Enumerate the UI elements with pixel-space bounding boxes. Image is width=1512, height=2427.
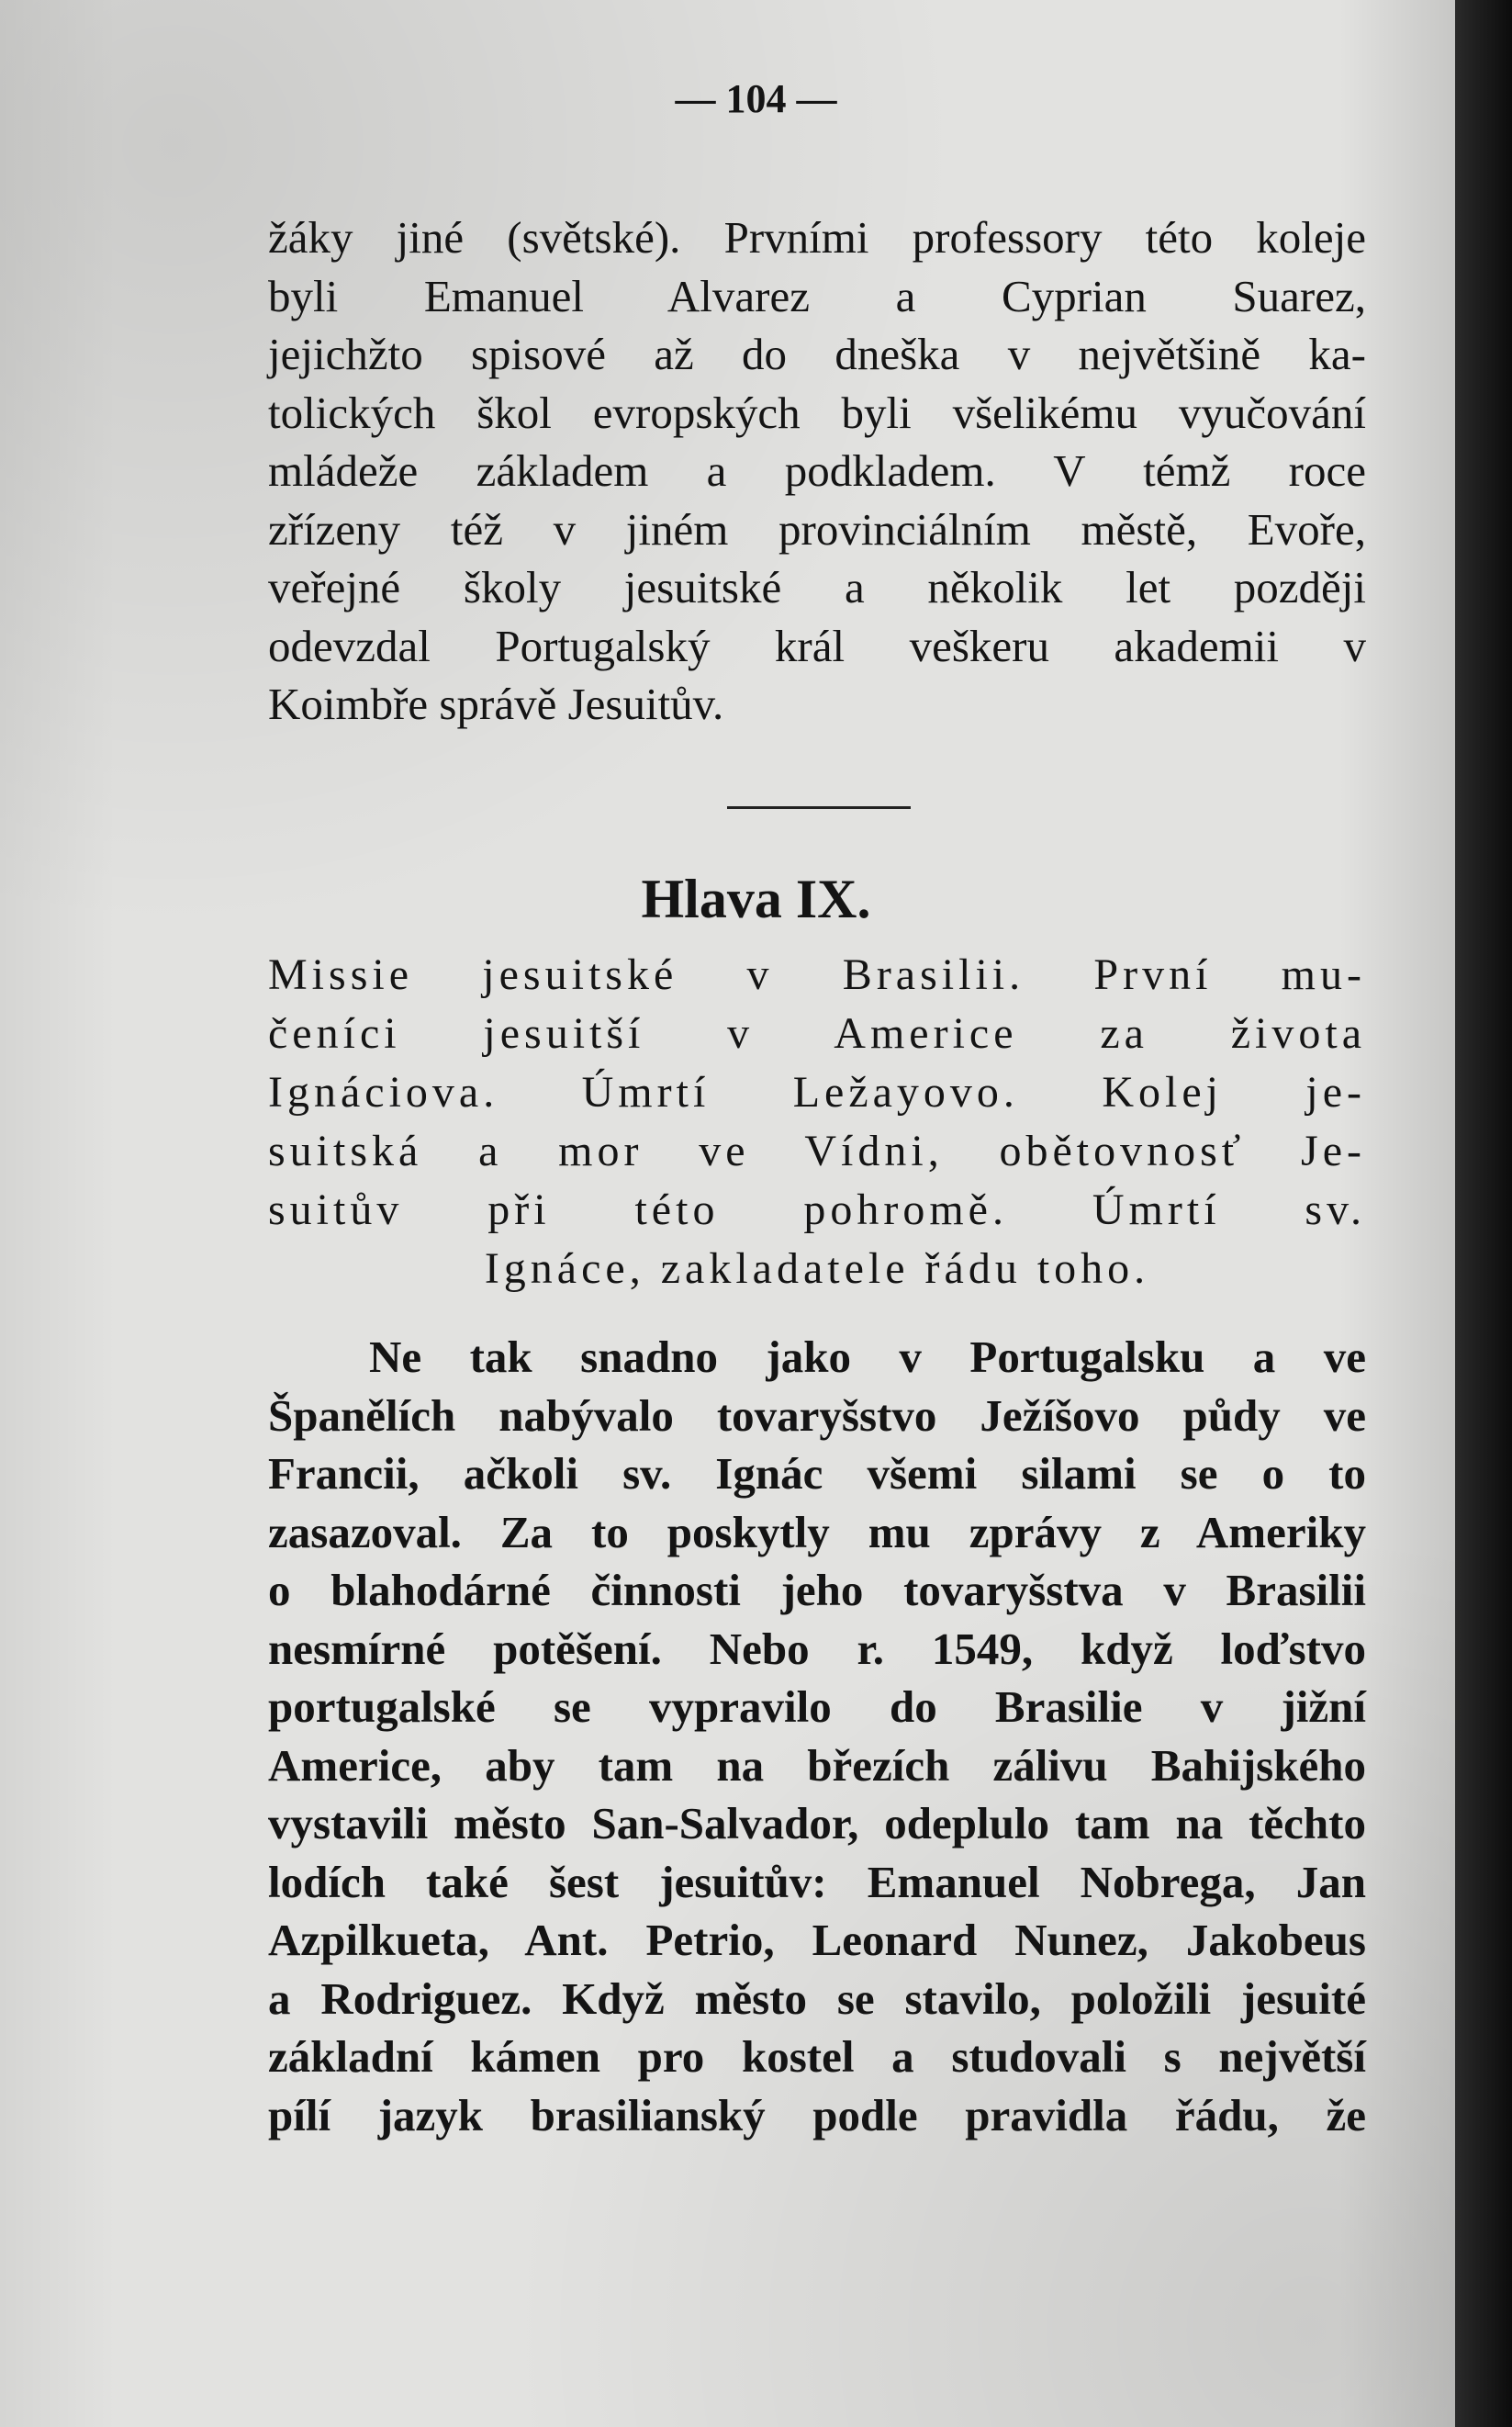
text-line: Španělích nabývalo tovaryšstvo Ježíšovo půdy ve: [268, 1389, 1366, 1441]
text-line: a Rodriguez. Když město se stavilo, položili jesuité: [268, 1972, 1366, 2024]
text-line: zřízeny též v jiném provinciálním městě, Evoře,: [268, 503, 1366, 555]
summary-line: čeníci jesuitší v Americe za života: [268, 1009, 1366, 1058]
section-divider: [727, 806, 911, 809]
text-line: Francii, ačkoli sv. Ignác všemi silami se o to: [268, 1448, 1366, 1499]
text-line: základní kámen pro kostel a studovali s největší: [268, 2031, 1366, 2082]
text-line: Koimbře správě Jesuitův.: [268, 679, 724, 729]
text-line: žáky jiné (světské). Prvními professory této koleje: [268, 212, 1366, 263]
text-line: jejichžto spisové až do dneška v největšině ka-: [268, 329, 1366, 379]
text-line: vystavili město San-Salvador, odeplulo tam na těchto: [268, 1798, 1366, 1848]
text-line: lodích také šest jesuitův: Emanuel Nobrega, Jan: [268, 1856, 1366, 1907]
paragraph-1: [268, 208, 1366, 734]
summary-line: suitská a mor ve Vídni, obětovnosť Je-: [268, 1127, 1366, 1175]
text-line: nesmírné potěšení. Nebo r. 1549, když loďstvo: [268, 1623, 1366, 1674]
summary-line: suitův při této pohromě. Úmrtí sv.: [268, 1185, 1366, 1234]
paragraph-2: [268, 1328, 1366, 2144]
summary-line: Ignáciova. Úmrtí Ležayovo. Kolej je-: [268, 1068, 1366, 1117]
text-line: Americe, aby tam na březích zálivu Bahijského: [268, 1739, 1366, 1791]
summary-line: Ignáce, zakladatele řádu toho.: [484, 1244, 1150, 1293]
text-line: tolických škol evropských byli všelikému vyučování: [268, 387, 1366, 438]
text-line: mládeže základem a podkladem. V témž roce: [268, 445, 1366, 496]
summary-line: Missie jesuitské v Brasilii. První mu-: [268, 950, 1366, 999]
text-line: zasazoval. Za to poskytly mu zprávy z Ameriky: [268, 1506, 1366, 1557]
chapter-title: Hlava IX.: [641, 869, 871, 929]
chapter-summary: [268, 946, 1366, 1298]
text-line: pílí jazyk brasilianský podle pravidla řádu, že: [268, 2089, 1366, 2140]
text-line: Azpilkueta, Ant. Petrio, Leonard Nunez, Jakobeus: [268, 1915, 1366, 1965]
text-line: veřejné školy jesuitské a několik let později: [268, 562, 1366, 612]
text-line: o blahodárné činnosti jeho tovaryšstva v Brasilii: [268, 1565, 1366, 1615]
text-line: odevzdal Portugalský král veškeru akademii v: [268, 620, 1366, 671]
book-spine-edge: [1455, 0, 1512, 2427]
text-line: Ne tak snadno jako v Portugalsku a ve: [369, 1331, 1366, 1382]
page-number: — 104 —: [675, 76, 837, 121]
text-line: byli Emanuel Alvarez a Cyprian Suarez,: [268, 270, 1366, 321]
text-line: portugalské se vypravilo do Brasilie v jižní: [268, 1681, 1366, 1732]
